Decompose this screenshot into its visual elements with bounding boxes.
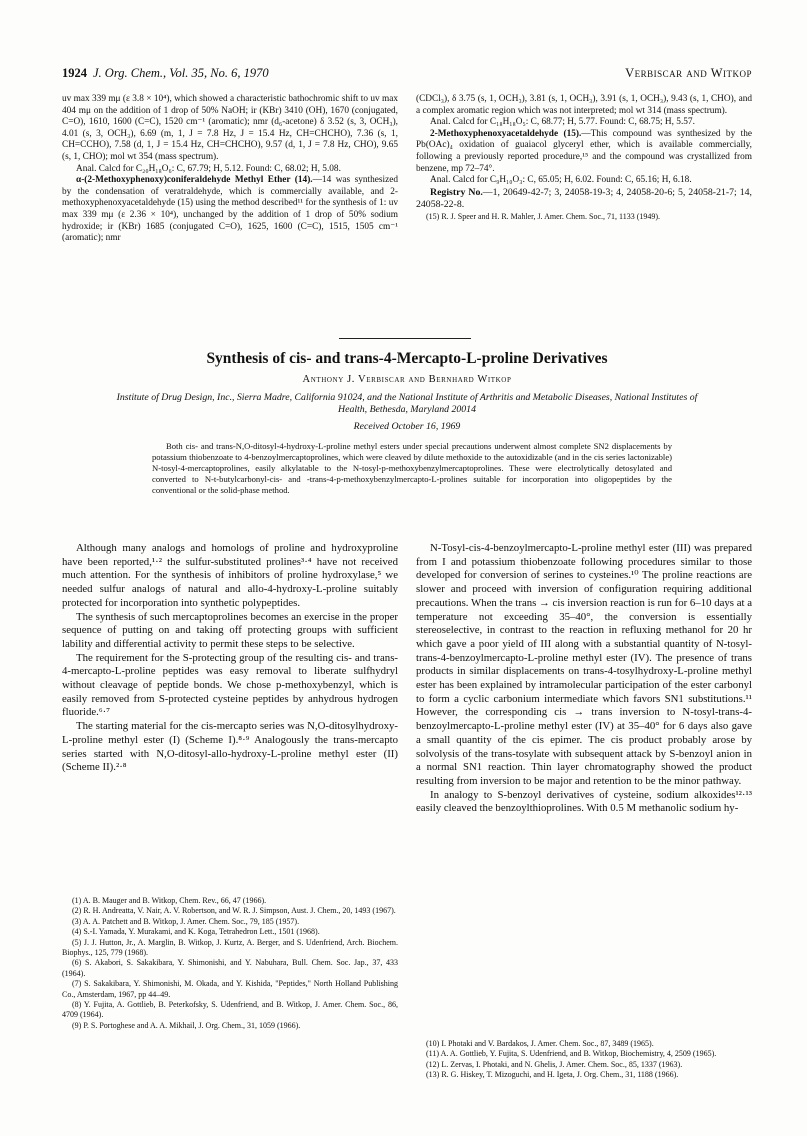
footnote: (8) Y. Fujita, A. Gottlieb, B. Peterkofsky, S. Udenfriend, and B. Witkop, J. Amer. Chem. Soc., 86, 4709 (1964). (62, 1000, 398, 1020)
footnote: (6) S. Akabori, S. Sakakibara, Y. Shimonishi, and Y. Nabuhara, Bull. Chem. Soc. Jap., 37, 433 (1964). (62, 958, 398, 978)
footnotes-right (416, 1039, 752, 1081)
journal-citation: J. Org. Chem., Vol. 35, No. 6, 1970 (93, 66, 269, 80)
footnote: (10) I. Photaki and V. Bardakos, J. Amer. Chem. Soc., 87, 3489 (1965). (426, 1039, 654, 1048)
analysis-paragraph: Anal. Calcd for C₉H₁₀O₃: C, 65.05; H, 6.02. Found: C, 65.16; H, 6.18. (430, 175, 692, 186)
footnote: (5) J. J. Hutton, Jr., A. Marglin, B. Witkop, J. Kurtz, A. Berger, and S. Udenfriend, Arch. Biochem. Biophys., 125, 779 (1968). (62, 937, 398, 958)
compound-14-heading: α-(2-Methoxyphenoxy)coniferaldehyde Methyl Ether (14). (76, 175, 313, 186)
registry-label: Registry No. (430, 186, 483, 198)
body-paragraph: N-Tosyl-cis-4-benzoylmercapto-L-proline methyl ester (III) was prepared from I and potassium thiobenzoate following procedures similar to those developed for conversion of serines to cysteines.¹⁰ The proline reactions are slower and proceed with inversion of configuration requiring additional precautions. When the trans → cis inversion reaction is run for 6–10 days at a temperature not exceeding 35–40°, the conversion is essentially stereoselective, in contrast to the reaction in refluxing methanol for 20 hr which gave a poor yield of III along with a substantial quantity of N-tosyl-trans-4-benzoylmercapto-L-proline methyl ester (IV). The presence of trans products in similar displacements on trans-4-tosylhydroxy-L-proline methyl ester has been explained by intramolecular participation of the ester carbonyl to form a cyclic carbonium intermediate which favors SN1 substitutions.¹¹ However, the corresponding cis → trans inversion to N-tosyl-trans-4-benzoylmercapto-L-proline methyl ester (IV) at 35–40° for 6 days also gave a small quantity of the cis epimer. The cis product probably arose by solvolysis of the trans-tosylate with subsequent attack by S-benzoyl anion in a normal SN1 reaction. Thin layer chromatography showed the product resulting from inversion to be major and retention to be the minor pathway. (416, 542, 752, 787)
abstract: Both cis- and trans-N,O-ditosyl-4-hydroxy-L-proline methyl esters under special precautions underwent almost complete SN2 displacements by potassium thiobenzoate to 4-benzoylmercaptoprolines, which were cleaved by dilute methoxide to the autoxidizable (and in the cis series lactonizable) N-tosyl-4-mercaptoprolines, easily alkylatable to the N-tosyl-p-methoxybenzylmercaptoprolines. These were electrolytically detosylated and converted to N-t-butylcarbonyl-cis- and -trans-4-p-methoxybenzylmercapto-L-prolines suitable for incorporation into oligopeptides by the conventional or the solid-phase method. (152, 441, 672, 495)
nmr-continuation-paragraph: (CDCl₃), δ 3.75 (s, 1, OCH₃), 3.81 (s, 1, OCH₃), 3.91 (s, 1, OCH₃), 9.43 (s, 1, CHO), and a complex aromatic region which was not interpreted; mol wt 314 (mass spectrum). (416, 94, 752, 116)
registry-numbers (416, 187, 752, 212)
analysis-paragraph: Anal. Calcd for C₁₈H₁₈O₅: C, 68.77; H, 5.77. Found: C, 68.75; H, 5.57. (430, 117, 695, 128)
body-paragraph: In analogy to S-benzoyl derivatives of cysteine, sodium alkoxides¹²·¹³ easily cleaved the benzoylthioprolines. With 0.5 M methanolic sodium hy- (416, 788, 752, 815)
article-authors: Anthony J. Verbiscar and Bernhard Witkop (302, 374, 512, 385)
compound-15-paragraph (416, 129, 752, 175)
footnote: (3) A. A. Patchett and B. Witkop, J. Amer. Chem. Soc., 79, 185 (1957). (72, 916, 300, 926)
body-paragraph: The synthesis of such mercaptoprolines becomes an exercise in the proper sequence of putting on and taking off protecting groups with sufficient lability and differential activity to permit these steps to be selective. (62, 610, 398, 650)
received-date: Received October 16, 1969 (353, 421, 461, 432)
analysis-paragraph: Anal. Calcd for C₂₀H₁₈O₆: C, 67.79; H, 5.12. Found: C, 68.02; H, 5.08. (76, 163, 341, 174)
body-paragraph: The starting material for the cis-mercapto series was N,O-ditosylhydroxy-L-proline methyl ester (I) (Scheme I).⁸·⁹ Analogously the trans-mercapto series started with N,O-ditosyl-allo-hydroxy-L-proline methyl ester (II) (Scheme II).²·⁸ (62, 720, 398, 774)
compound-14-paragraph (62, 175, 398, 245)
running-head-left (62, 66, 269, 81)
footnote: (7) S. Sakakibara, Y. Shimonishi, M. Okada, and Y. Kishida, "Peptides," North Holland Publishing Co., Amsterdam, 1967, pp 44–49. (62, 979, 398, 999)
compound-14-text: —14 was synthesized by the condensation of veratraldehyde, which is commercially available, and 2-methoxyphenoxyacetaldehyde (15) using the method described¹¹ for the synthesis of 1: uv max 339 mμ (ε 2.36 × 10⁴), unchanged by the addition of 1 drop of 50% sodium hydroxide; ir (KBr) 1685 (conjugated C=O), 1625, 1600 (C=C), 1515, 1505 cm⁻¹ (aromatic); nmr (62, 175, 398, 244)
body-paragraph: Although many analogs and homologs of proline and hydroxyproline have been reported,¹·² the sulfur-substituted prolines³·⁴ have not received much attention. For the synthesis of inhibitors of proline hydroxylase,⁵ we needed sulfur analogs of natural and allo-4-hydroxy-L-proline suitably protected for incorporation into synthetic polypeptides. (62, 542, 398, 609)
footnote: (4) S.-I. Yamada, Y. Murakami, and K. Koga, Tetrahedron Lett., 1501 (1968). (72, 927, 320, 937)
compound-15-text: —This compound was synthesized by the Pb(OAc)₄ oxidation of guaiacol glyceryl ether, which is available commercially, following a previously reported procedure,¹⁵ and the compound was crystallized from benzene, mp 72–74°. (416, 128, 752, 174)
footnote: (11) A. A. Gottlieb, Y. Fujita, S. Udenfriend, and B. Witkop, Biochemistry, 4, 2509 (1965). (426, 1049, 717, 1059)
article-title: Synthesis of cis- and trans-4-Mercapto-L-proline Derivatives (206, 350, 608, 367)
body-right-column (416, 542, 752, 816)
journal-page (62, 0, 752, 1136)
footnote: (9) P. S. Portoghese and A. A. Mikhail, J. Org. Chem., 31, 1059 (1966). (72, 1020, 301, 1030)
footnote: (1) A. B. Mauger and B. Witkop, Chem. Rev., 66, 47 (1966). (72, 896, 267, 905)
registry-values: —1, 20649-42-7; 3, 24058-19-3; 4, 24058-20-6; 5, 24058-21-7; 14, 24058-22-8. (416, 186, 752, 211)
footnotes-left (62, 896, 398, 1031)
footnote: (12) L. Zervas, I. Photaki, and N. Ghelis, J. Amer. Chem. Soc., 85, 1337 (1963). (426, 1059, 683, 1069)
body-paragraph: The requirement for the S-protecting group of the resulting cis- and trans-4-mercapto-L-proline peptides was easy removal to liberate sulfhydryl without cleavage of peptide bonds. We chose p-methoxybenzyl, which is easily removed from S-protected cysteine peptides by anhydrous hydrogen fluoride.⁶·⁷ (62, 651, 398, 719)
footnote-15: (15) R. J. Speer and H. R. Mahler, J. Amer. Chem. Soc., 71, 1133 (1949). (426, 211, 661, 221)
spectral-data-paragraph: uv max 339 mμ (ε 3.8 × 10⁴), which showed a characteristic bathochromic shift to uv max 404 mμ on the addition of 1 drop of 50% NaOH; ir (KBr) 3410 (OH), 1670 (conjugated, C=O), 1610, 1600 (C=C), 1520 cm⁻¹ (aromatic); nmr (d₆-acetone) δ 3.52 (s, 3, OCH₃), 4.01 (s, 3, OCH₃), 6.69 (m, 1, J = 7.8 Hz, J = 15.4 Hz, CH=CHCHO), 7.36 (s, 1, CH=CCHO), 7.58 (d, 1, J = 15.4 Hz, CH=CHCHO), 9.57 (d, 1, J = 7.8 Hz, CHO), 9.65 (s, 1, CHO); mol wt 354 (mass spectrum). (62, 94, 398, 162)
compound-15-heading: 2-Methoxyphenoxyacetaldehyde (15). (430, 128, 582, 139)
previous-article-right-column (416, 94, 752, 222)
body-left-column (62, 542, 398, 775)
page-number: 1924 (62, 66, 87, 80)
footnote: (2) R. H. Andreatta, V. Nair, A. V. Robertson, and W. R. J. Simpson, Aust. J. Chem., 20, 1493 (1967). (72, 906, 396, 916)
running-head-authors: Verbiscar and Witkop (625, 66, 752, 80)
footnote: (13) R. G. Hiskey, T. Mizoguchi, and H. Igeta, J. Org. Chem., 31, 1188 (1966). (426, 1070, 679, 1080)
author-affiliation: Institute of Drug Design, Inc., Sierra Madre, California 91024, and the National Institute of Arthritis and Metabolic Diseases, National Institutes of Health, Bethesda, Maryland 20014 (116, 392, 698, 415)
section-divider (339, 338, 471, 339)
running-head (62, 66, 752, 82)
previous-article-left-column (62, 94, 398, 245)
